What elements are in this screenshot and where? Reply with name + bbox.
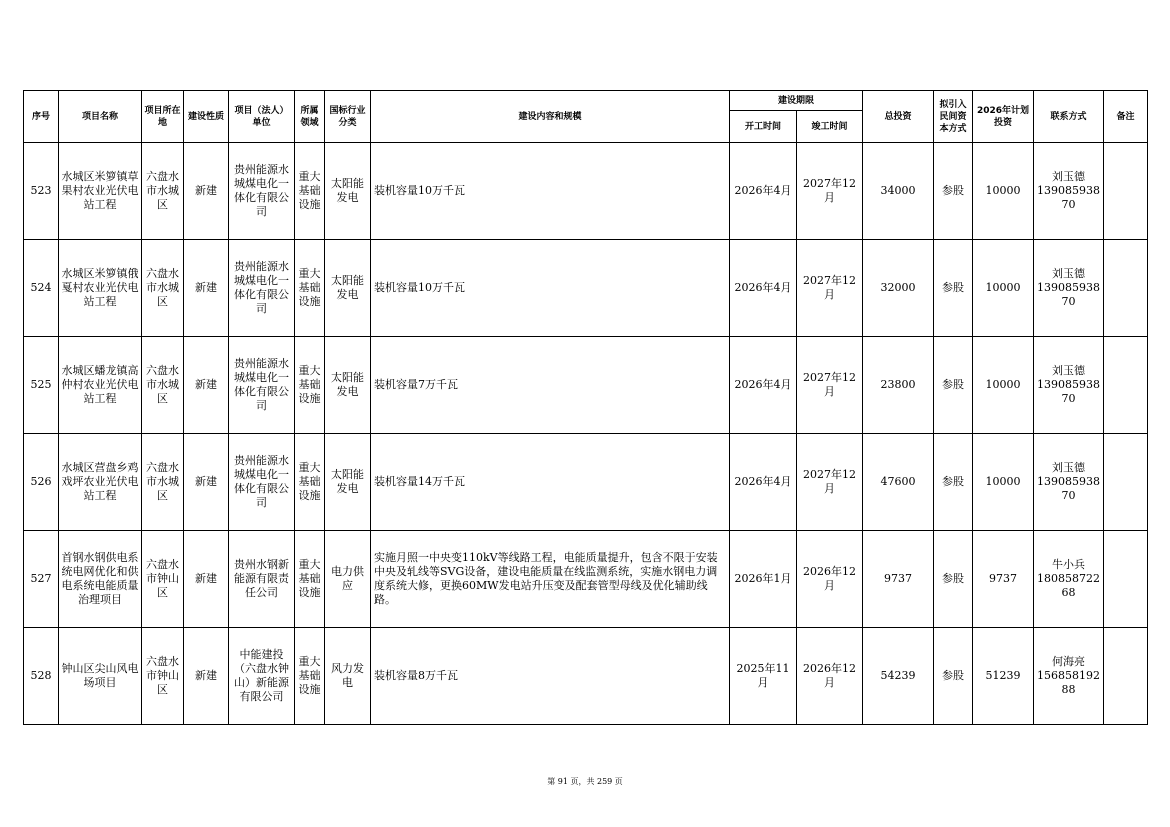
table-row [24, 240, 1148, 337]
header-industry: 国标行业分类 [325, 91, 371, 143]
cell-content: 装机容量7万千瓦 [371, 337, 730, 434]
cell-remark [1104, 434, 1148, 531]
cell-unit: 贵州水钢新能源有限责任公司 [229, 531, 295, 628]
cell-industry: 电力供应 [325, 531, 371, 628]
header-unit: 项目（法人）单位 [229, 91, 295, 143]
cell-content: 实施月照一中央变110kV等线路工程，电能质量提升，包含不限于安装中央及轧线等SVG设备，建设电能质量在线监测系统，实施水钢电力调度系统大修，更换60MW发电站升压变及配套管型母线及优化辅助线路。 [371, 531, 730, 628]
cell-remark [1104, 628, 1148, 725]
contact-name: 牛小兵 [1052, 558, 1086, 571]
cell-start: 2025年11月 [730, 628, 797, 725]
cell-nature: 新建 [184, 240, 229, 337]
contact-name: 刘玉德 [1052, 461, 1086, 474]
cell-seq: 525 [24, 337, 59, 434]
cell-field: 重大基础设施 [295, 628, 325, 725]
header-private: 拟引入民间资本方式 [934, 91, 973, 143]
cell-private: 参股 [934, 434, 973, 531]
cell-unit: 贵州能源水城煤电化一体化有限公司 [229, 143, 295, 240]
header-start: 开工时间 [730, 111, 797, 143]
cell-start: 2026年4月 [730, 434, 797, 531]
contact-phone: 13908593870 [1037, 184, 1101, 211]
cell-contact [1034, 628, 1104, 725]
cell-content: 装机容量10万千瓦 [371, 143, 730, 240]
cell-industry: 太阳能发电 [325, 240, 371, 337]
cell-end: 2027年12月 [797, 337, 863, 434]
cell-plan: 10000 [973, 240, 1034, 337]
cell-contact [1034, 240, 1104, 337]
cell-plan: 10000 [973, 143, 1034, 240]
cell-total: 9737 [863, 531, 934, 628]
table-row [24, 434, 1148, 531]
cell-content: 装机容量10万千瓦 [371, 240, 730, 337]
cell-private: 参股 [934, 143, 973, 240]
cell-unit: 贵州能源水城煤电化一体化有限公司 [229, 337, 295, 434]
cell-seq: 524 [24, 240, 59, 337]
cell-name: 水城区营盘乡鸡戏坪农业光伏电站工程 [59, 434, 142, 531]
cell-location: 六盘水市水城区 [142, 434, 184, 531]
cell-nature: 新建 [184, 628, 229, 725]
cell-plan: 10000 [973, 337, 1034, 434]
table-row [24, 628, 1148, 725]
cell-unit: 贵州能源水城煤电化一体化有限公司 [229, 434, 295, 531]
cell-end: 2027年12月 [797, 434, 863, 531]
table-row [24, 337, 1148, 434]
cell-location: 六盘水市水城区 [142, 240, 184, 337]
cell-remark [1104, 240, 1148, 337]
contact-name: 刘玉德 [1052, 267, 1086, 280]
cell-contact [1034, 531, 1104, 628]
cell-total: 54239 [863, 628, 934, 725]
cell-field: 重大基础设施 [295, 240, 325, 337]
cell-location: 六盘水市钟山区 [142, 531, 184, 628]
cell-nature: 新建 [184, 434, 229, 531]
cell-remark [1104, 337, 1148, 434]
cell-contact [1034, 434, 1104, 531]
cell-location: 六盘水市水城区 [142, 143, 184, 240]
cell-content: 装机容量14万千瓦 [371, 434, 730, 531]
cell-private: 参股 [934, 337, 973, 434]
header-total: 总投资 [863, 91, 934, 143]
cell-unit: 贵州能源水城煤电化一体化有限公司 [229, 240, 295, 337]
cell-content: 装机容量8万千瓦 [371, 628, 730, 725]
contact-phone: 13908593870 [1037, 281, 1101, 308]
cell-private: 参股 [934, 240, 973, 337]
cell-nature: 新建 [184, 531, 229, 628]
cell-industry: 太阳能发电 [325, 337, 371, 434]
header-seq: 序号 [24, 91, 59, 143]
cell-contact [1034, 337, 1104, 434]
header-content: 建设内容和规模 [371, 91, 730, 143]
cell-field: 重大基础设施 [295, 143, 325, 240]
table-row [24, 143, 1148, 240]
contact-phone: 13908593870 [1037, 475, 1101, 502]
header-remark: 备注 [1104, 91, 1148, 143]
header-row [24, 91, 1148, 111]
cell-total: 47600 [863, 434, 934, 531]
cell-name: 水城区米箩镇草果村农业光伏电站工程 [59, 143, 142, 240]
header-period: 建设期限 [730, 91, 863, 111]
cell-industry: 太阳能发电 [325, 143, 371, 240]
cell-industry: 风力发电 [325, 628, 371, 725]
header-field: 所属领域 [295, 91, 325, 143]
cell-start: 2026年4月 [730, 143, 797, 240]
header-location: 项目所在地 [142, 91, 184, 143]
cell-total: 32000 [863, 240, 934, 337]
cell-private: 参股 [934, 531, 973, 628]
contact-phone: 13908593870 [1037, 378, 1101, 405]
cell-field: 重大基础设施 [295, 531, 325, 628]
cell-name: 水城区米箩镇俄戛村农业光伏电站工程 [59, 240, 142, 337]
cell-unit: 中能建投（六盘水钟山）新能源有限公司 [229, 628, 295, 725]
cell-start: 2026年1月 [730, 531, 797, 628]
page-footer: 第 91 页，共 259 页 [547, 777, 623, 786]
header-name: 项目名称 [59, 91, 142, 143]
cell-start: 2026年4月 [730, 240, 797, 337]
cell-end: 2026年12月 [797, 628, 863, 725]
cell-seq: 526 [24, 434, 59, 531]
cell-contact [1034, 143, 1104, 240]
cell-seq: 528 [24, 628, 59, 725]
cell-end: 2027年12月 [797, 240, 863, 337]
cell-name: 首钢水钢供电系统电网优化和供电系统电能质量治理项目 [59, 531, 142, 628]
header-plan: 2026年计划投资 [973, 91, 1034, 143]
contact-phone: 15685819288 [1037, 669, 1101, 696]
contact-name: 何海亮 [1052, 655, 1086, 668]
cell-field: 重大基础设施 [295, 337, 325, 434]
contact-name: 刘玉德 [1052, 364, 1086, 377]
cell-total: 34000 [863, 143, 934, 240]
cell-seq: 523 [24, 143, 59, 240]
cell-nature: 新建 [184, 337, 229, 434]
cell-remark [1104, 531, 1148, 628]
header-nature: 建设性质 [184, 91, 229, 143]
cell-plan: 51239 [973, 628, 1034, 725]
cell-start: 2026年4月 [730, 337, 797, 434]
cell-plan: 9737 [973, 531, 1034, 628]
cell-field: 重大基础设施 [295, 434, 325, 531]
cell-end: 2027年12月 [797, 143, 863, 240]
project-table [23, 90, 1148, 725]
cell-remark [1104, 143, 1148, 240]
cell-location: 六盘水市钟山区 [142, 628, 184, 725]
cell-nature: 新建 [184, 143, 229, 240]
cell-seq: 527 [24, 531, 59, 628]
cell-name: 水城区蟠龙镇高仲村农业光伏电站工程 [59, 337, 142, 434]
contact-phone: 18085872268 [1037, 572, 1101, 599]
cell-name: 钟山区尖山风电场项目 [59, 628, 142, 725]
cell-plan: 10000 [973, 434, 1034, 531]
cell-location: 六盘水市水城区 [142, 337, 184, 434]
header-contact: 联系方式 [1034, 91, 1104, 143]
cell-end: 2026年12月 [797, 531, 863, 628]
cell-private: 参股 [934, 628, 973, 725]
table-row [24, 531, 1148, 628]
contact-name: 刘玉德 [1052, 170, 1086, 183]
header-end: 竣工时间 [797, 111, 863, 143]
cell-industry: 太阳能发电 [325, 434, 371, 531]
cell-total: 23800 [863, 337, 934, 434]
